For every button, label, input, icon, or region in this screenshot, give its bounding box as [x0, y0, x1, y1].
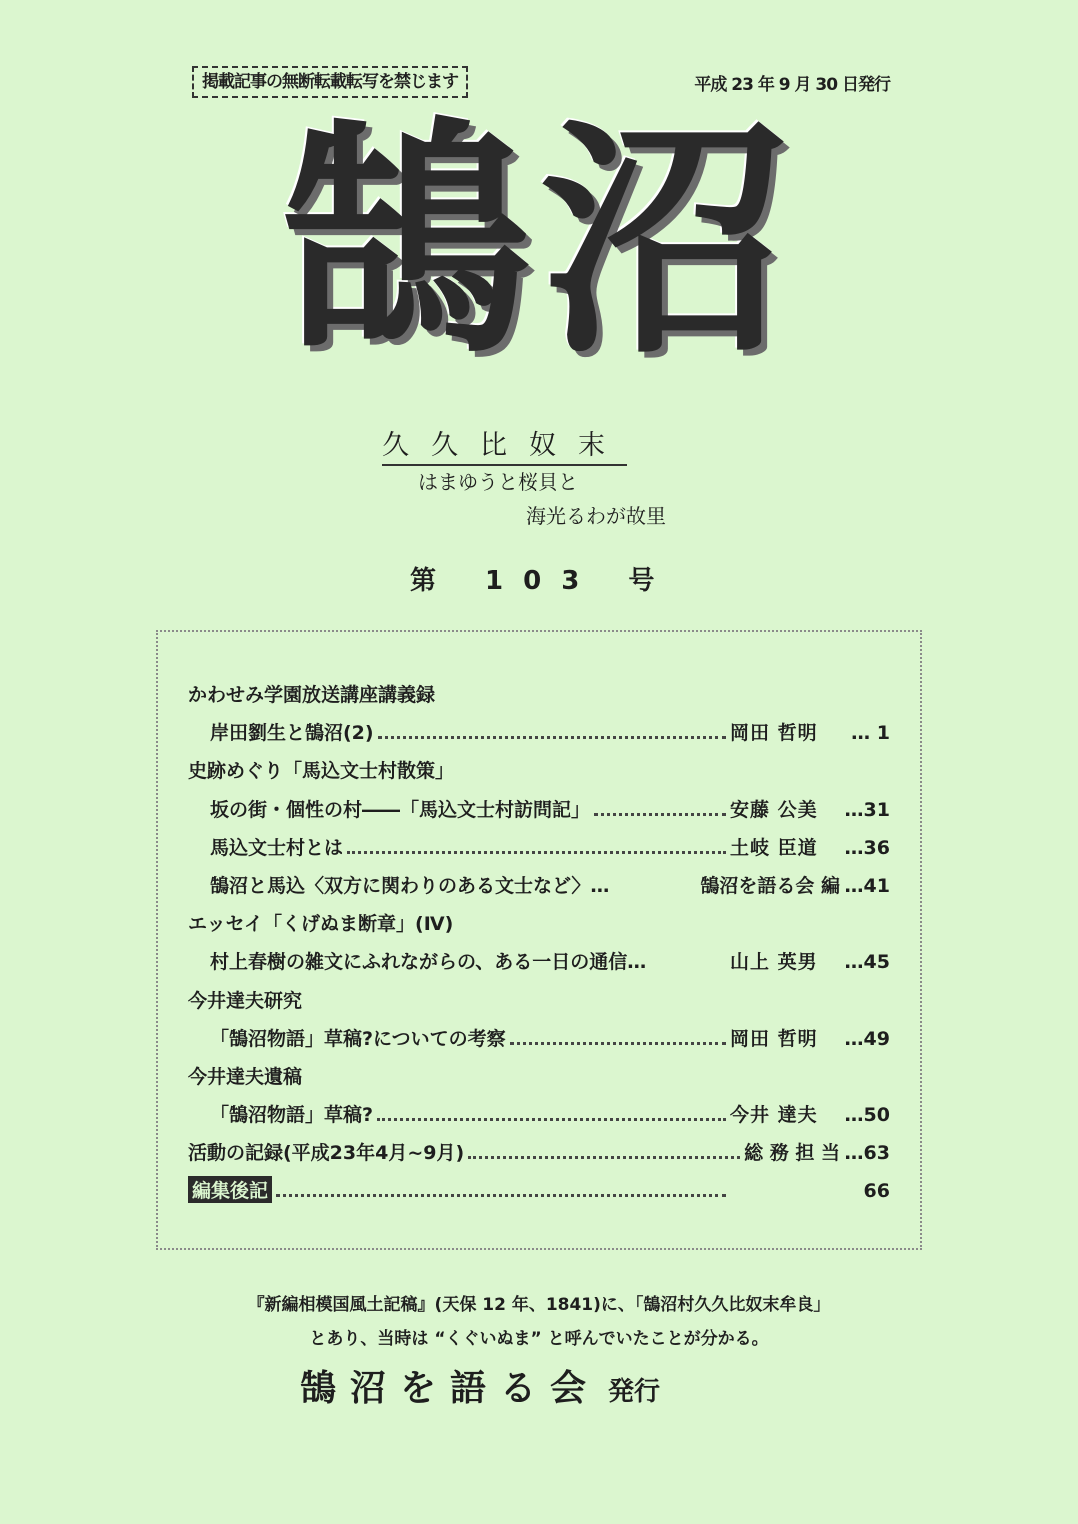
toc-leader-dots: [594, 801, 726, 816]
toc-title: 坂の街・個性の村――「馬込文士村訪問記」: [210, 798, 591, 821]
issue-number: 第 103 号: [410, 566, 675, 596]
toc-title: かわせみ学園放送講座講義録: [188, 684, 436, 706]
toc-row: [188, 1024, 890, 1062]
publisher: [300, 1360, 660, 1411]
toc-author: 安藤 公美: [730, 798, 818, 821]
toc-row: [188, 795, 890, 833]
toc-page: …31: [844, 798, 890, 821]
toc-leader-dots: [378, 724, 726, 739]
toc-author: 今井 達夫: [730, 1104, 818, 1127]
toc-row: [188, 947, 890, 985]
masthead-title: 鵠沼: [280, 93, 800, 387]
toc-row: [188, 680, 890, 718]
toc-title: 鵠沼と馬込〈双方に関わりのある文士など〉…: [210, 874, 610, 897]
footnote-line-1: 『新編相模国風土記稿』(天保 12 年、1841)に、「鵠沼村久久比奴末牟良」: [247, 1295, 831, 1315]
toc-page: 66: [863, 1180, 890, 1203]
toc-leader-dots: [468, 1144, 740, 1159]
toc-leader-dots: [377, 1106, 726, 1121]
poem-line-2: 海光るわが故里: [526, 504, 666, 528]
toc-row: [188, 1100, 890, 1138]
toc-author: 山上 英男: [730, 951, 818, 974]
toc-row: [188, 871, 890, 909]
toc-leader-dots: [276, 1182, 726, 1197]
table-of-contents: [188, 680, 890, 1215]
toc-row: [188, 1138, 890, 1176]
toc-author: 総 務 担 当: [744, 1142, 840, 1165]
toc-author: 岡田 哲明: [730, 1027, 818, 1050]
toc-row: [188, 756, 890, 794]
toc-title: 馬込文士村とは: [210, 836, 344, 859]
toc-page: …63: [844, 1142, 890, 1165]
toc-leader-dots: [347, 839, 726, 854]
toc-page: …41: [844, 874, 890, 897]
toc-row: [188, 833, 890, 871]
toc-author: 岡田 哲明: [730, 722, 818, 745]
footnote-line-2: とあり、当時は “くぐいぬま” と呼んでいたことが分かる。: [309, 1329, 769, 1349]
toc-page: …49: [844, 1027, 890, 1050]
toc-author: 土岐 臣道: [730, 836, 818, 859]
toc-title: 岸田劉生と鵠沼(2): [210, 722, 374, 745]
toc-leader-dots: [510, 1030, 726, 1045]
publication-date: 平成 23 年 9 月 30 日発行: [694, 75, 890, 95]
poem-line-1: はまゆうと桜貝と: [418, 470, 578, 494]
publisher-suffix: 発行: [608, 1377, 661, 1407]
toc-page: …36: [844, 836, 890, 859]
publisher-name: 鵠沼を語る会: [300, 1368, 601, 1409]
toc-title: 「鵠沼物語」草稿?: [210, 1104, 374, 1127]
toc-page: … 1: [851, 722, 890, 745]
toc-row: [188, 909, 890, 947]
toc-title: 「鵠沼物語」草稿?についての考察: [210, 1027, 506, 1050]
toc-page: …45: [844, 951, 890, 974]
poem-title: 久久比奴末: [382, 428, 627, 466]
toc-row: [188, 718, 890, 756]
toc-title: 史跡めぐり「馬込文士村散策」: [188, 760, 455, 783]
toc-title: 今井達夫研究: [188, 989, 303, 1012]
toc-row: [188, 1062, 890, 1100]
toc-row: [188, 986, 890, 1024]
copyright-notice: 掲載記事の無断転載転写を禁じます: [192, 66, 468, 98]
toc-title: 村上春樹の雑文にふれながらの、ある一日の通信…: [210, 951, 647, 974]
toc-title: 今井達夫遺稿: [188, 1065, 303, 1088]
toc-author: 鵠沼を語る会 編: [700, 874, 840, 897]
toc-row: [188, 1176, 890, 1214]
toc-title: 編集後記: [188, 1176, 272, 1203]
toc-page: …50: [844, 1104, 890, 1127]
toc-title: 活動の記録(平成23年4月~9月): [188, 1142, 465, 1165]
toc-title: エッセイ「くげぬま断章」(Ⅳ): [188, 913, 454, 936]
